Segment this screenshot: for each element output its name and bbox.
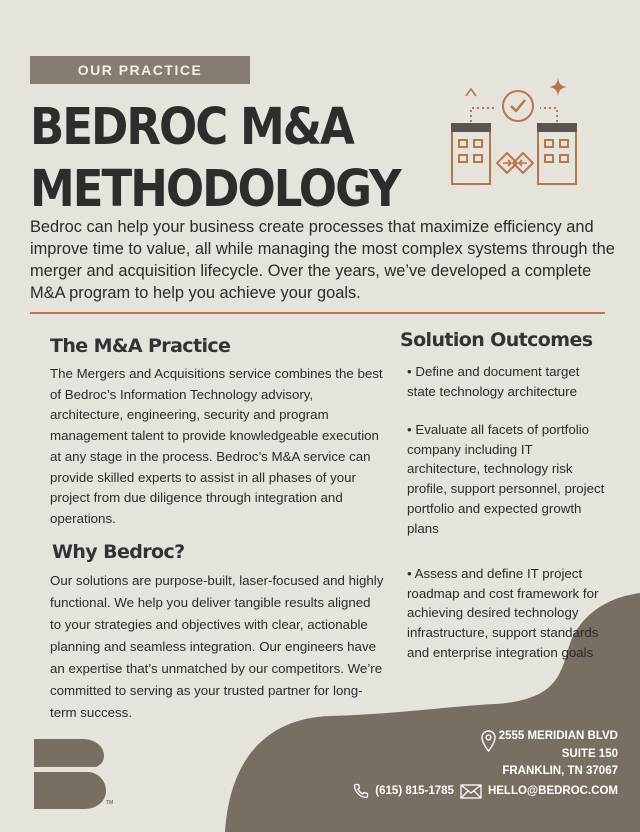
outcome-item: • Assess and define IT project roadmap and cost framework for achieving desired technology infrastructure, support standards and enterprise integration goals [407, 566, 599, 660]
merger-buildings-icon [444, 70, 594, 190]
address-block [499, 728, 618, 781]
practice-heading: The M&A Practice [50, 335, 231, 357]
address-line-1: 2555 MERIDIAN BLVD [498, 730, 618, 742]
phone-link[interactable]: (615) 815-1785 [375, 785, 454, 797]
section-divider [30, 312, 605, 314]
outcome-item: • Define and document target state technology architecture [407, 364, 580, 399]
envelope-icon [460, 784, 482, 799]
email-link[interactable]: HELLO@BEDROC.COM [487, 785, 618, 797]
trademark-mark: TM [106, 800, 114, 806]
intro-paragraph: Bedroc can help your business create processes that maximize efficiency and improve time to value, all while managing the most complex systems through the merger and acquisition lifecycle. Over the years, we’ve developed a complete M&A program to help you achieve your goals. [30, 218, 615, 302]
page-title [30, 96, 400, 219]
why-heading: Why Bedroc? [52, 541, 185, 563]
bedroc-logo [34, 739, 106, 809]
phone-icon [353, 783, 369, 799]
outcomes-heading: Solution Outcomes [400, 329, 593, 351]
why-body: Our solutions are purpose-built, laser-focused and highly functional. We help you deliver tangible results aligned to your strategies and objectives with clear, actionable planning and seamless integration. Our engineers have an expertise that’s unmatched by our competitors. We’re committed to serving as your trusted partner for long-term success. [50, 573, 384, 720]
page-title-line-2: METHODOLOGY [30, 158, 400, 219]
section-eyebrow: OUR PRACTICE [30, 56, 250, 84]
page-title-line-1: BEDROC M&A [30, 97, 353, 157]
address-line-2: SUITE 150 [561, 747, 618, 760]
address-line-3: FRANKLIN, TN 37067 [502, 765, 618, 777]
location-pin-icon [480, 729, 497, 753]
practice-body: The Mergers and Acquisitions service combines the best of Bedroc’s Information Technology advisory, architecture, engineering, security and program management talent to provide knowledgeable execution at any stage in the process. Bedroc’s M&A service can provide skilled experts to assist in all phases of your project from due diligence through integration and operations. [50, 366, 383, 526]
outcome-item: • Evaluate all facets of portfolio company including IT architecture, technology risk profile, support personnel, project portfolio and expected growth plans [407, 422, 605, 536]
contact-row [353, 783, 618, 799]
